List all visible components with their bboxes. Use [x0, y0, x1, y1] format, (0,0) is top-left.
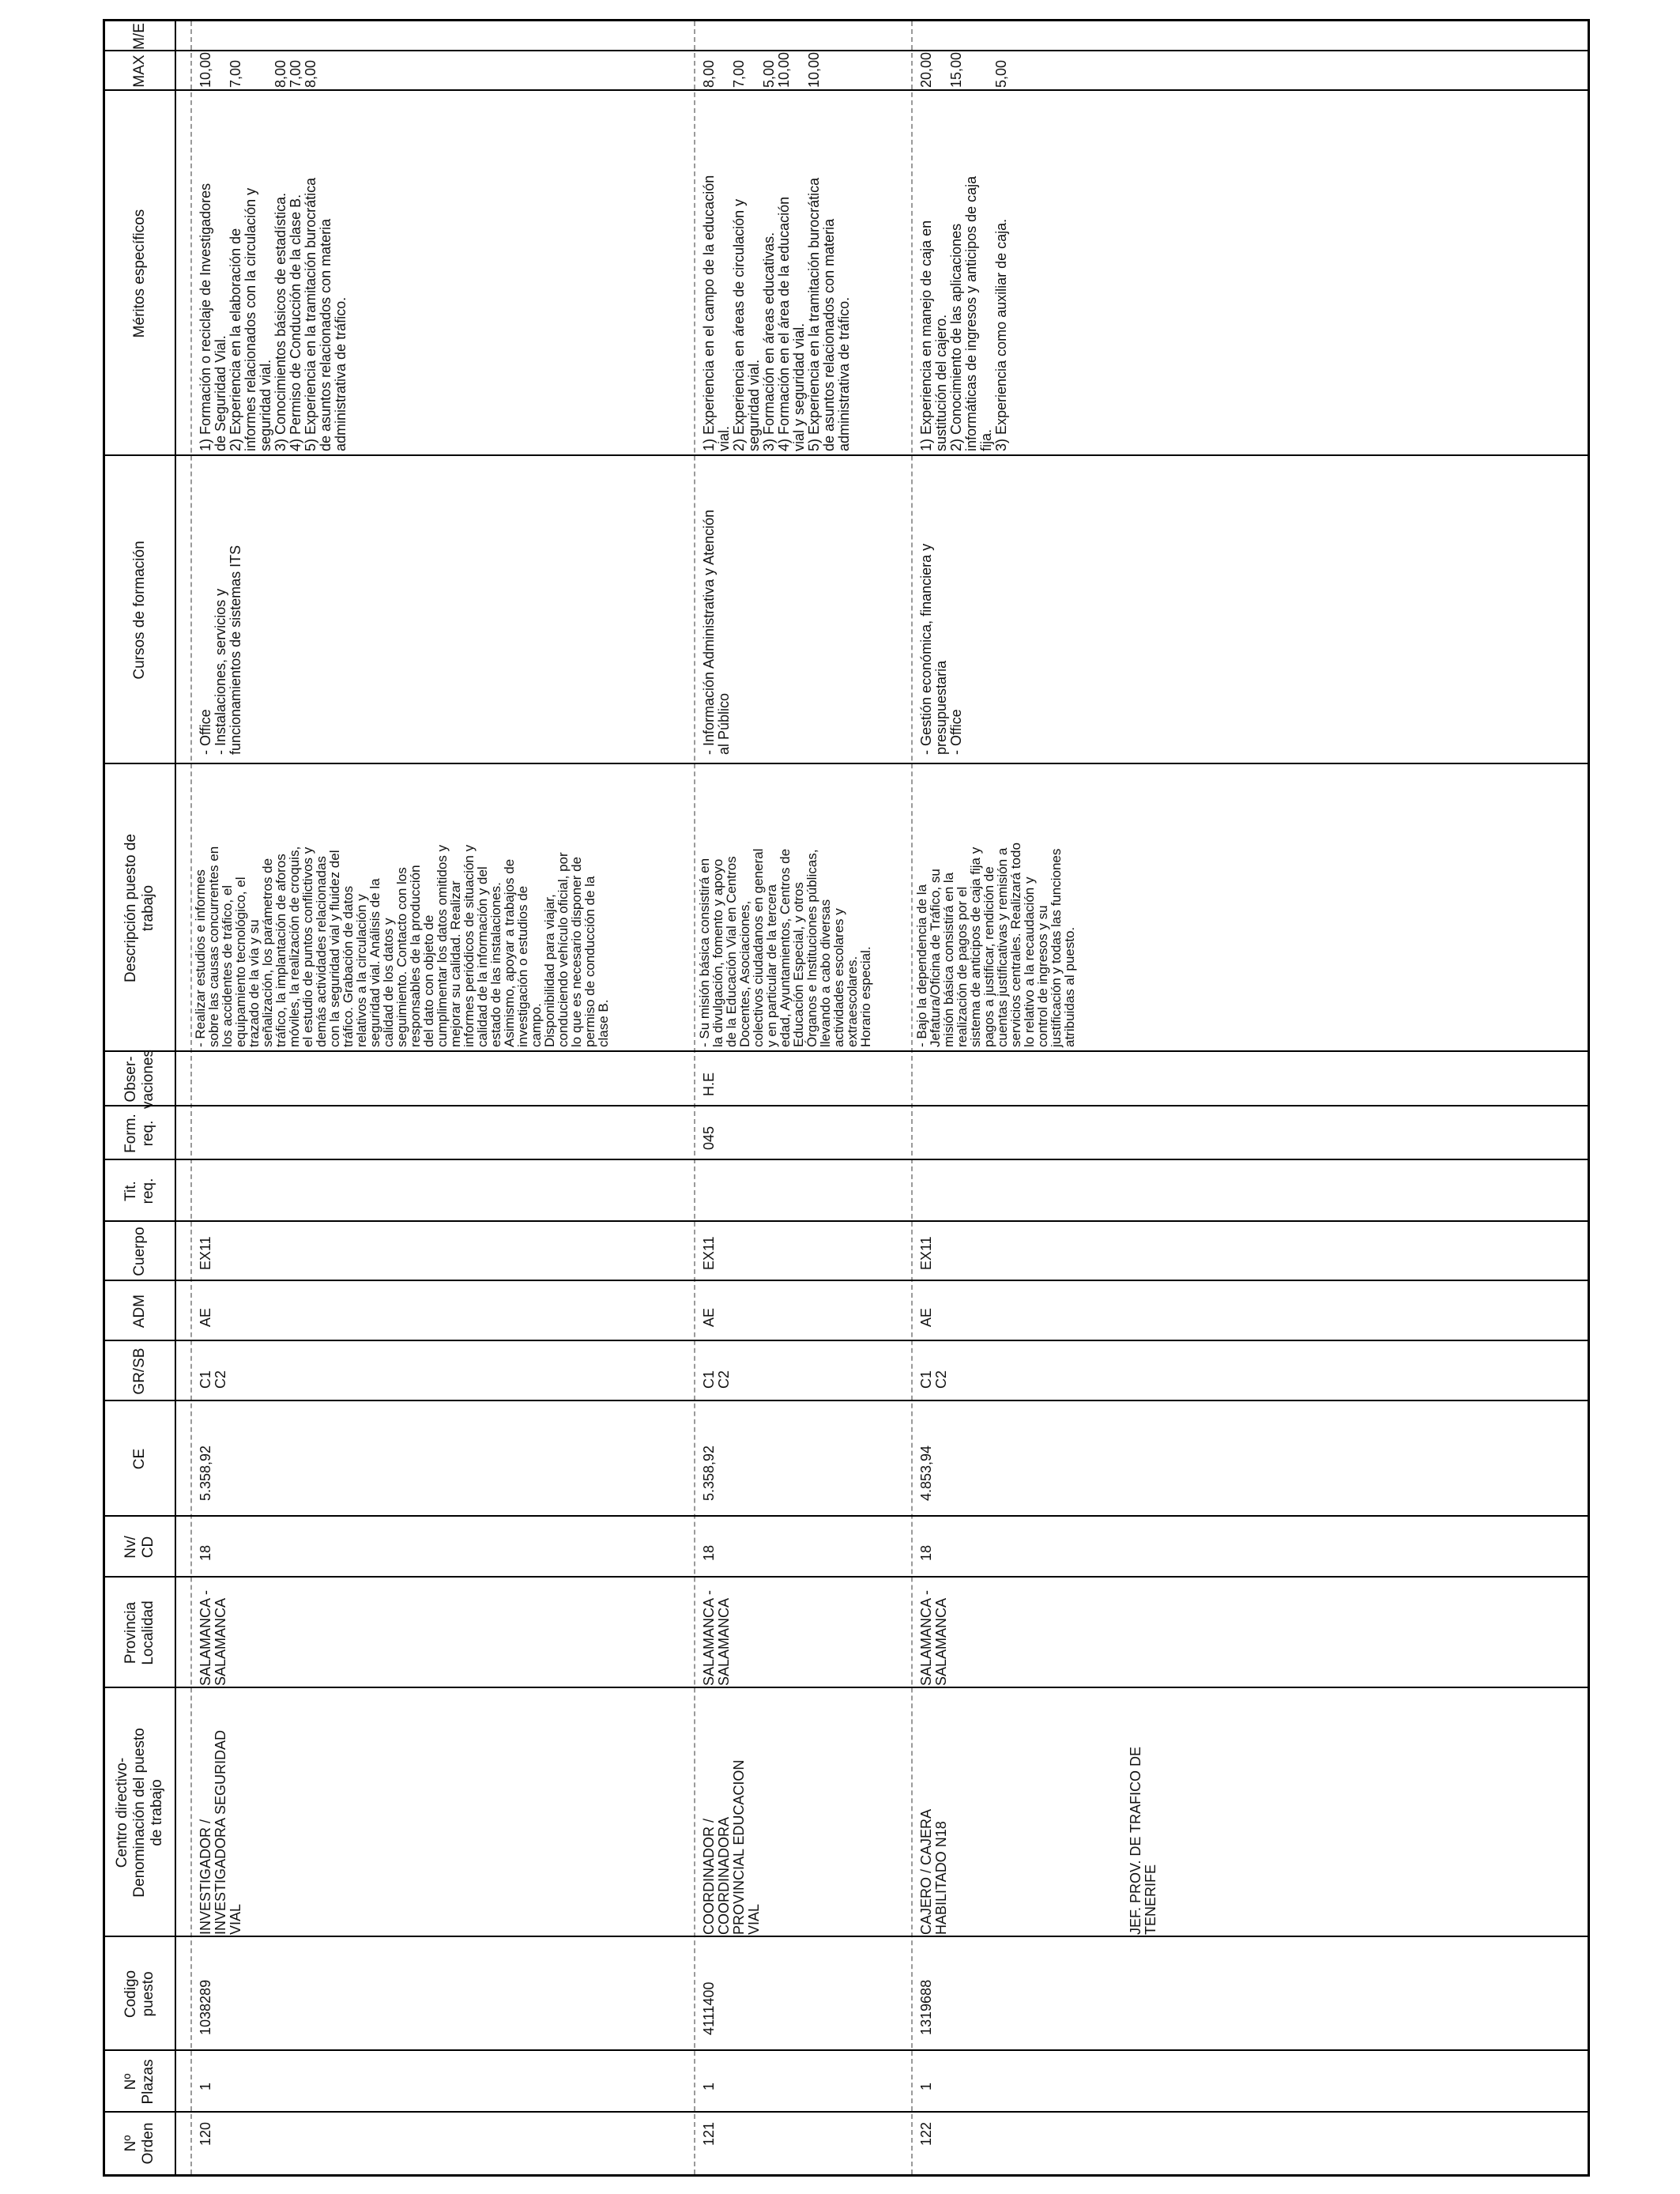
header-plazas: Nº Plazas [122, 2059, 156, 2105]
cell-codigo: 1038289 [198, 1979, 213, 2035]
header-max: MAX [131, 55, 148, 88]
cell-descripcion: - Bajo la dependencia de la Jefatura/Oficina de Tráfico, su misión básica consistirá en la realización de pagos por el sistema de anticipos de caja fija y pagos a justificar, rendición de cuentas justificativas y remisión a servicios centrales. Realizará todo lo relativo a la recaudación y control de ingresos y su justificación y todas las funciones atribuidas al puesto. [914, 843, 1077, 1047]
cell-meritos: 1) Experiencia en manejo de caja en sustitución del cajero. 2) Conocimiento de las aplicaciones informáticas de ingresos y anticipos de caja fija. 3) Experiencia como auxiliar de caja. [918, 175, 1009, 451]
cell-max: 8,00 7,00 5,00 10,00 10,00 [701, 51, 822, 88]
cell-form: 045 [701, 1125, 717, 1150]
cell-denominacion: COORDINADOR / COORDINADORA PROVINCIAL EDUCACION VIAL [701, 1759, 762, 1935]
cell-denominacion: CAJERO / CAJERA HABILITADO N18 [918, 1808, 949, 1935]
column-rule [105, 2111, 1588, 2113]
cell-provincia: SALAMANCA - SALAMANCA [918, 1589, 949, 1686]
column-rule [105, 1576, 1588, 1578]
header-cuerpo: Cuerpo [131, 1227, 148, 1276]
cell-obs: H.E [701, 1072, 717, 1096]
column-rule [105, 1280, 1588, 1281]
positions-table [103, 19, 1590, 2177]
cell-descripcion: - Su misión básica consistirá en la divulgación, fomento y apoyo de la Educación Vial en Centros Docentes, Asociaciones, colectivos ciudadanos en general y en particular de la tercera edad, Ayuntamientos, Centros de Educación Especial, y otros Órganos e Instituciones públicas, llevando a cabo diversas actividades escolares y extraescolares. Horario especial. [697, 848, 873, 1047]
row-separator [190, 21, 192, 2174]
header-tit: Tit. req. [122, 1178, 156, 1204]
header-adm: ADM [131, 1294, 148, 1329]
row-separator [694, 21, 695, 2174]
cell-provincia: SALAMANCA - SALAMANCA [701, 1589, 732, 1686]
section-heading: JEF. PROV. DE TRAFICO DE TENERIFE [1128, 1746, 1158, 1935]
column-rule [105, 1105, 1588, 1106]
cell-max: 10,00 7,00 8,00 7,00 8,00 [198, 51, 318, 88]
column-rule [105, 2049, 1588, 2051]
header-cursos: Cursos de formación [131, 541, 148, 680]
cell-plazas: 1 [198, 2082, 213, 2090]
header-orden: Nº Orden [122, 2122, 156, 2165]
cell-descripcion: - Realizar estudios e informes sobre las causas concurrentes en los accidentes de tráfico, el equipamiento tecnológico, el trazado de la vía y su señalización, los parámetros de tráfico, la implantación de aforos móviles, la realización de croquis, el estudio de puntos conflictivos y demás actividades relacionadas con la seguridad vial y fluidez del tráfico. Grabación de datos relativos a la circulación y seguridad vial. Análisis de la calidad de los datos y seguimiento. Contacto con los responsables de la producción del dato con objeto de cumplimentar los datos omitidos y mejorar su calidad. Realizar informes periódicos de situación y calidad de la información y del estado de las instalaciones. Asimismo, apoyar a trabajos de investigación o estudios de campo. Disponibilidad para viajar, conduciendo vehículo oficial, por lo que es necesario disponer de permiso de conducción de la clase B. [193, 844, 611, 1047]
cell-nivel: 18 [918, 1544, 934, 1561]
cell-plazas: 1 [701, 2082, 717, 2090]
cell-grupo: C1 C2 [198, 1370, 228, 1389]
column-rule [105, 1515, 1588, 1517]
cell-meritos: 1) Experiencia en el campo de la educación vial. 2) Experiencia en áreas de circulación y seguridad vial. 3) Formación en áreas educativas. 4) Formación en el área de la educación vial y seguridad vial. 5) Experiencia en la tramitación burocrática de asuntos relacionados con materia administrativa de tráfico. [701, 175, 852, 451]
cell-cursos: - Gestión económica, financiera y presupuestaria - Office [918, 543, 964, 755]
column-rule [105, 1159, 1588, 1160]
header-form: Form. req. [122, 1114, 156, 1153]
column-rule [105, 50, 1588, 51]
cell-orden: 122 [918, 2121, 934, 2146]
cell-codigo: 1319688 [918, 1979, 934, 2035]
cell-ce: 5.358,92 [198, 1445, 213, 1501]
header-obs: Obser- vaciones [122, 1050, 156, 1109]
header-codigo: Codigo puesto [122, 1970, 156, 2019]
cell-grupo: C1 C2 [918, 1370, 949, 1389]
cell-cursos: - Información Administrativa y Atención al Público [701, 509, 732, 755]
header-provincia: Provincia Localidad [122, 1600, 156, 1665]
column-rule [105, 1050, 1588, 1052]
cell-orden: 121 [701, 2121, 717, 2146]
cell-grupo: C1 C2 [701, 1370, 732, 1389]
header-grupo: GR/SB [131, 1348, 148, 1395]
cell-orden: 120 [198, 2121, 213, 2146]
column-rule [105, 1400, 1588, 1401]
cell-nivel: 18 [198, 1544, 213, 1561]
column-rule [105, 1340, 1588, 1341]
column-rule [105, 1687, 1588, 1688]
header-rule [175, 21, 176, 2174]
cell-adm: AE [701, 1307, 717, 1327]
cell-provincia: SALAMANCA - SALAMANCA [198, 1589, 228, 1686]
cell-cursos: - Office - Instalaciones, servicios y funcionamientos de sistemas ITS [198, 545, 243, 755]
cell-max: 20,00 15,00 5,00 [918, 51, 1009, 88]
cell-codigo: 4111400 [701, 1981, 717, 2035]
cell-ce: 4.853,94 [918, 1445, 934, 1501]
header-nivel: Nv/ CD [122, 1536, 156, 1559]
cell-adm: AE [918, 1307, 934, 1327]
cell-nivel: 18 [701, 1544, 717, 1561]
cell-plazas: 1 [918, 2082, 934, 2090]
header-descripcion: Descripción puesto de trabajo [122, 834, 156, 982]
column-rule [105, 1220, 1588, 1222]
cell-meritos: 1) Formación o reciclaje de Investigadores de Seguridad Vial. 2) Experiencia en la elaboración de informes relacionados con la circulación y seguridad vial. 3) Conocimientos básicos de estadística. 4) Permiso de Conducción de la clase B. 5) Experiencia en la tramitación burocrática de asuntos relacionados con materia administrativa de tráfico. [198, 177, 348, 451]
cell-cuerpo: EX11 [701, 1236, 717, 1270]
row-separator [911, 21, 913, 2174]
cell-ce: 5.358,92 [701, 1445, 717, 1501]
cell-denominacion: INVESTIGADOR / INVESTIGADORA SEGURIDAD VIAL [198, 1729, 243, 1935]
header-centro: Centro directivo- Denominación del puesto de trabajo [114, 1728, 165, 1898]
cell-adm: AE [198, 1307, 213, 1327]
header-meritos: Méritos específicos [131, 209, 148, 338]
cell-cuerpo: EX11 [198, 1236, 213, 1270]
header-ce: CE [131, 1448, 148, 1470]
column-rule [105, 454, 1588, 456]
column-rule [105, 1936, 1588, 1937]
header-me: M/E [131, 23, 148, 50]
cell-cuerpo: EX11 [918, 1236, 934, 1270]
